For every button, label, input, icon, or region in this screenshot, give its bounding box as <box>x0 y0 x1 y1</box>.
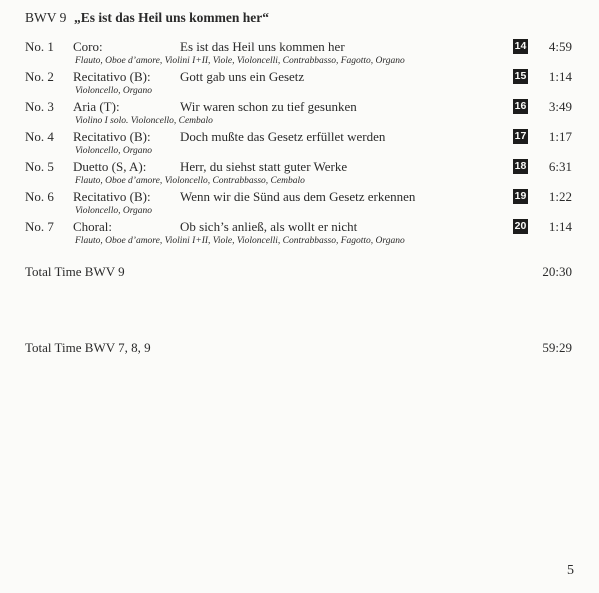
movement-number: No. 4 <box>25 129 54 144</box>
movement-text: Wenn wir die Sünd aus dem Gesetz erkennen <box>180 189 416 204</box>
track-number: 20 <box>514 220 527 232</box>
total-duration: 59:29 <box>542 340 572 355</box>
instrumentation: Violoncello, Organo <box>75 86 153 96</box>
movement-text: Es ist das Heil uns kommen her <box>180 39 345 54</box>
movement-number: No. 5 <box>25 159 54 174</box>
work-header <box>25 10 269 26</box>
track-row <box>0 127 599 157</box>
movement-text: Herr, du siehst statt guter Werke <box>180 159 348 174</box>
instrumentation: Violino I solo. Violoncello, Cembalo <box>75 116 213 126</box>
duration: 3:49 <box>548 99 572 114</box>
duration: 1:14 <box>548 69 572 84</box>
page-number: 5 <box>567 563 574 578</box>
track-number: 18 <box>514 160 527 172</box>
total-duration: 20:30 <box>542 264 572 279</box>
instrumentation: Violoncello, Organo <box>75 206 153 216</box>
instrumentation: Flauto, Oboe d’amore, Violoncello, Contrabbasso, Cembalo <box>75 176 305 186</box>
instrumentation: Violoncello, Organo <box>75 146 153 156</box>
track-row <box>0 157 599 187</box>
bwv-number: BWV 9 <box>25 10 67 25</box>
movement-number: No. 3 <box>25 99 54 114</box>
movement-type: Aria (T): <box>73 99 120 114</box>
movement-number: No. 6 <box>25 189 54 204</box>
track-row <box>0 67 599 97</box>
instrumentation: Flauto, Oboe d’amore, Violini I+II, Viole, Violoncelli, Contrabbasso, Fagotto, Organo <box>75 236 405 246</box>
track-number: 19 <box>514 190 527 202</box>
track-number: 17 <box>514 130 527 142</box>
track-number: 15 <box>514 70 527 82</box>
total-label: Total Time BWV 7, 8, 9 <box>25 340 151 355</box>
movement-number: No. 7 <box>25 219 54 234</box>
instrumentation: Flauto, Oboe d’amore, Violini I+II, Viole, Violoncelli, Contrabbasso, Fagotto, Organo <box>75 56 405 66</box>
track-row <box>0 37 599 67</box>
duration: 1:22 <box>548 189 572 204</box>
track-number: 14 <box>514 40 527 52</box>
track-row <box>0 187 599 217</box>
duration: 1:17 <box>548 129 572 144</box>
movement-number: No. 2 <box>25 69 54 84</box>
movement-type: Choral: <box>73 219 112 234</box>
movement-text: Gott gab uns ein Gesetz <box>180 69 305 84</box>
movement-text: Doch mußte das Gesetz erfüllet werden <box>180 129 386 144</box>
movement-type: Duetto (S, A): <box>73 159 147 174</box>
track-row <box>0 97 599 127</box>
movement-text: Ob sich’s anließ, als wollt er nicht <box>180 219 358 234</box>
total-label: Total Time BWV 9 <box>25 264 125 279</box>
duration: 1:14 <box>548 219 572 234</box>
movement-type: Coro: <box>73 39 103 54</box>
track-row <box>0 217 599 247</box>
movement-type: Recitativo (B): <box>73 69 151 84</box>
duration: 6:31 <box>548 159 572 174</box>
movement-type: Recitativo (B): <box>73 189 151 204</box>
movement-number: No. 1 <box>25 39 54 54</box>
movement-text: Wir waren schon zu tief gesunken <box>180 99 357 114</box>
work-title: „Es ist das Heil uns kommen her“ <box>74 10 270 25</box>
track-number: 16 <box>514 100 527 112</box>
duration: 4:59 <box>548 39 572 54</box>
movement-type: Recitativo (B): <box>73 129 151 144</box>
